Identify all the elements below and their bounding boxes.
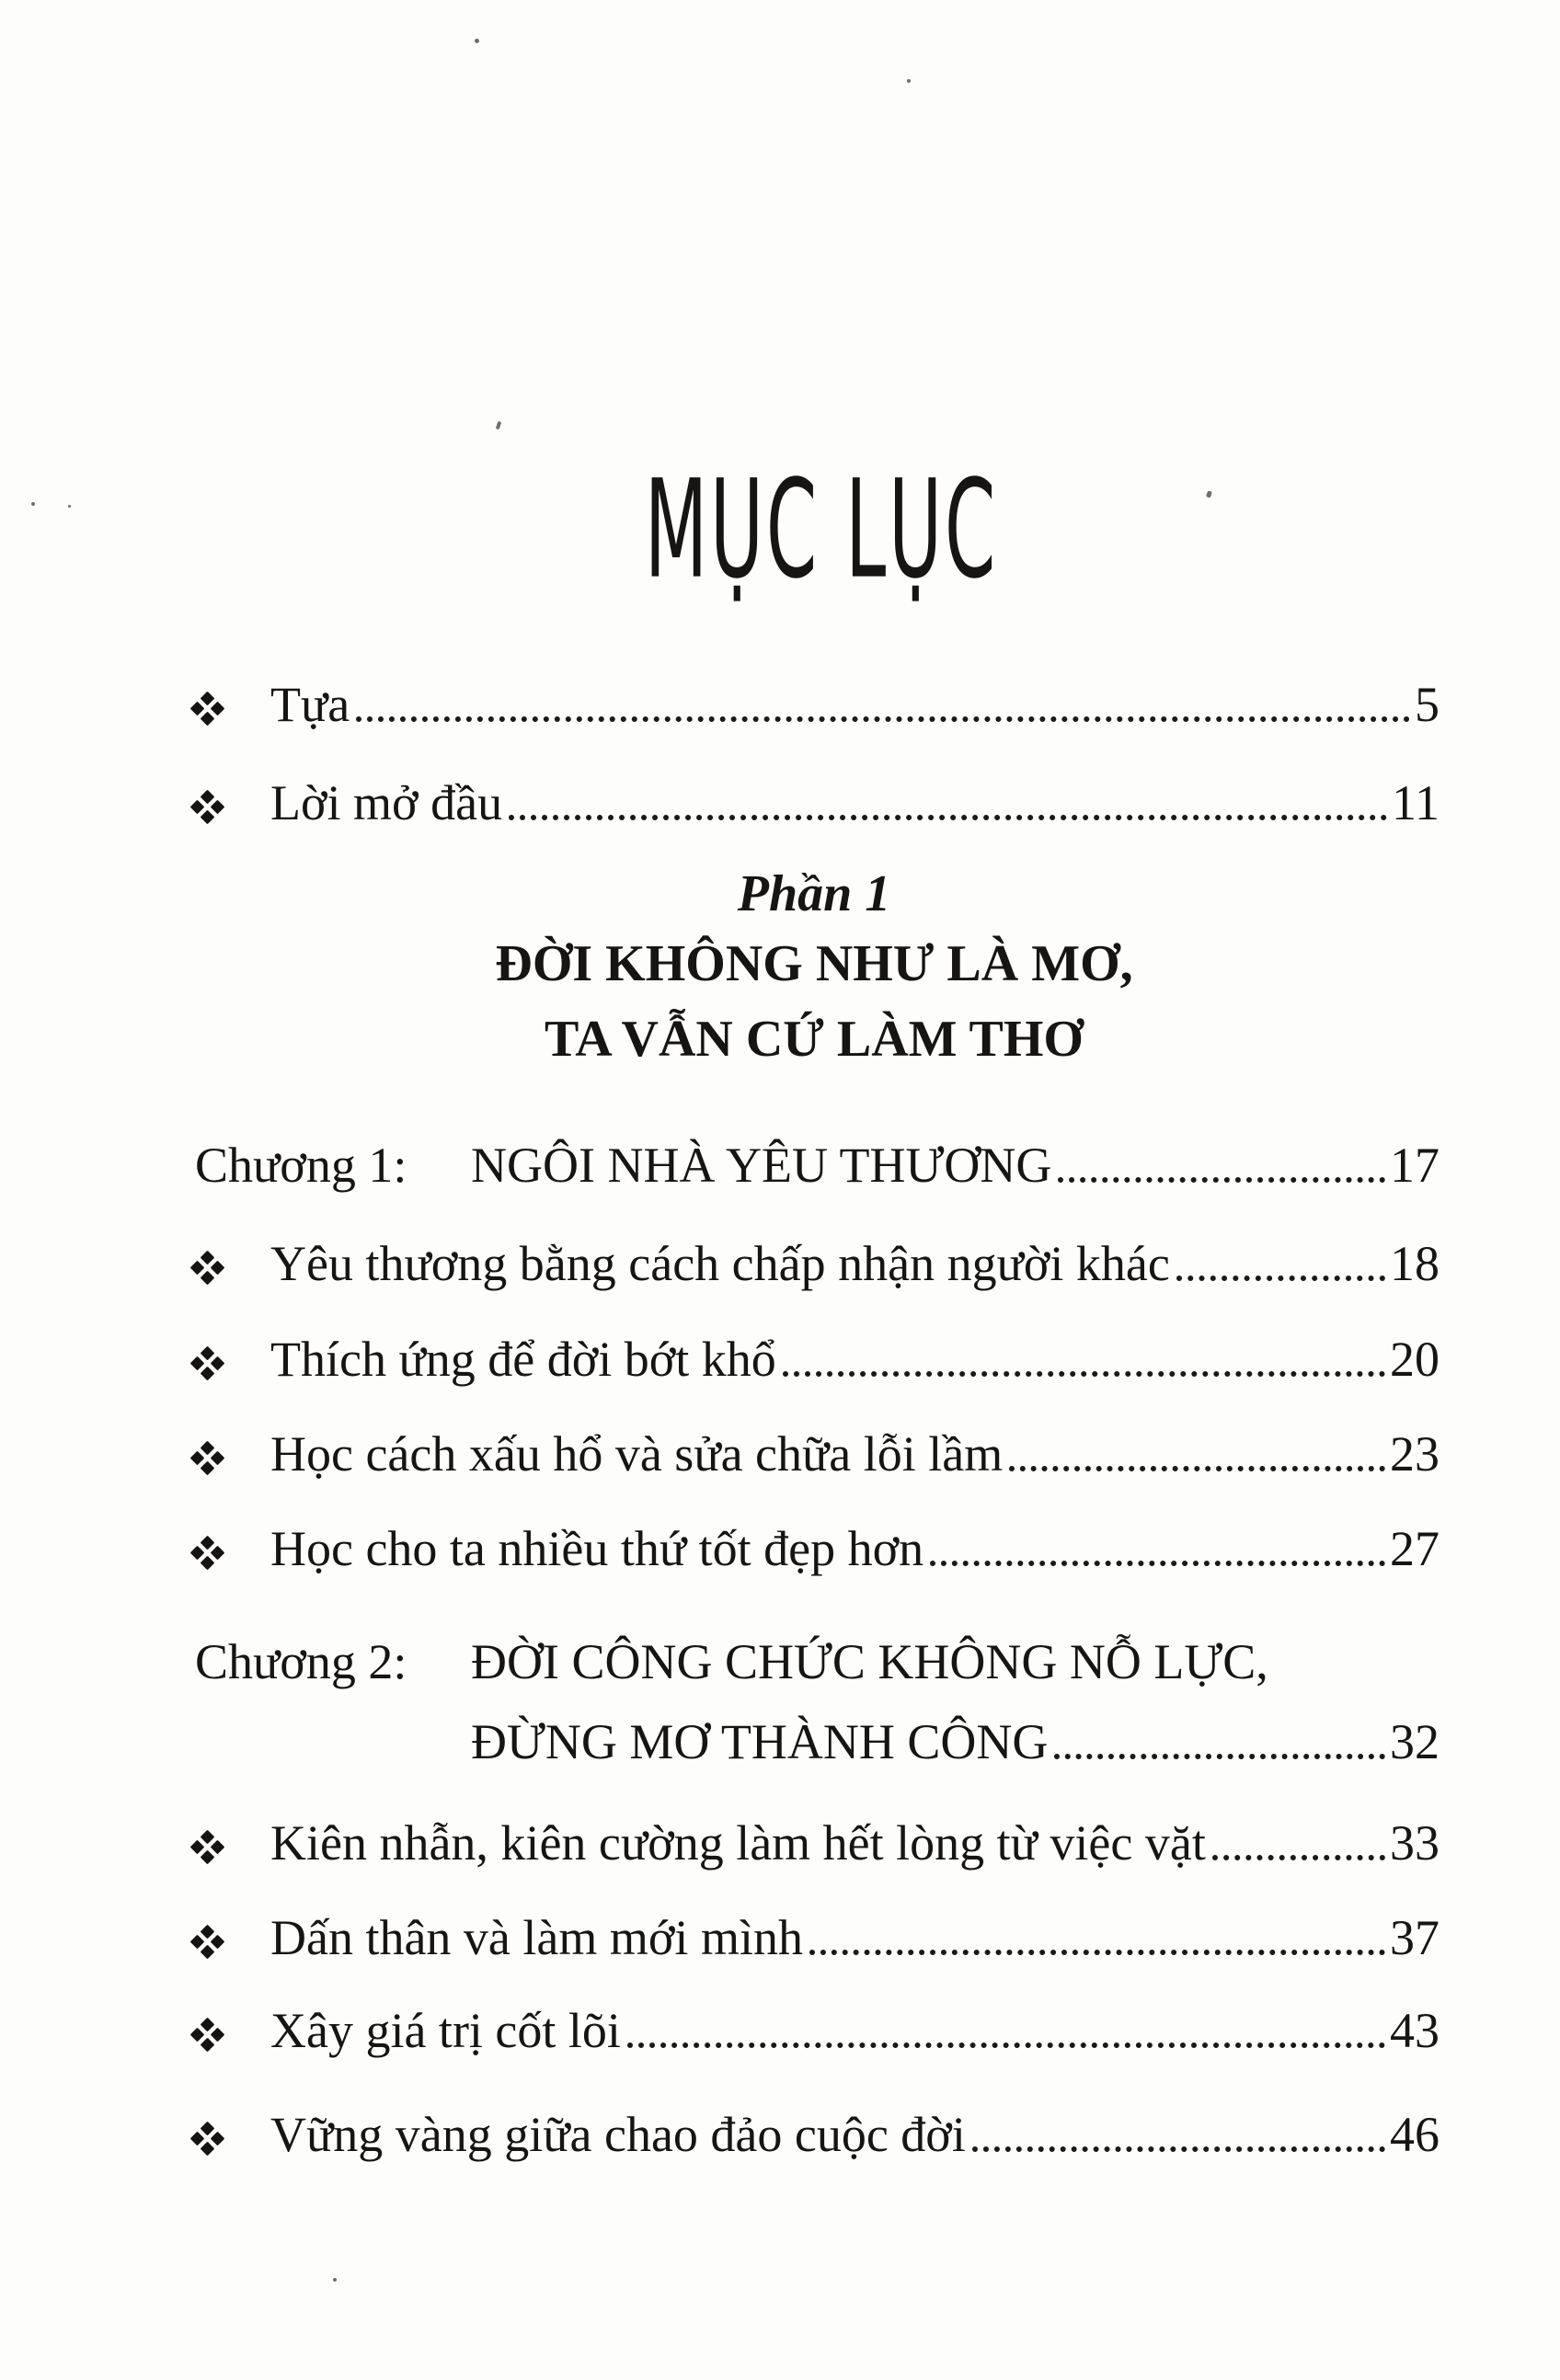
chapter-label: Chương 1: bbox=[195, 1138, 407, 1193]
chapter-row bbox=[189, 1710, 1440, 1770]
page-title: MỤC LỤC bbox=[644, 450, 999, 609]
dot-leader bbox=[356, 716, 1410, 722]
toc-entry-row bbox=[189, 1231, 1440, 1292]
entry-page-number: 46 bbox=[1390, 2107, 1440, 2162]
toc-entry-row bbox=[189, 1998, 1440, 2059]
four-diamond-bullet-icon bbox=[191, 1442, 223, 1473]
part-title-line: TA VẪN CỨ LÀM THƠ bbox=[545, 1011, 1084, 1068]
toc-entry-row bbox=[189, 1422, 1440, 1482]
entry-page-number: 20 bbox=[1390, 1332, 1440, 1387]
entry-label: Vững vàng giữa chao đảo cuộc đời bbox=[270, 2107, 966, 2162]
four-diamond-bullet-icon bbox=[191, 692, 223, 724]
entry-label: Lời mở đầu bbox=[270, 775, 503, 830]
entry-label: Thích ứng để đời bớt khổ bbox=[270, 1332, 776, 1387]
entry-page-number: 18 bbox=[1390, 1236, 1440, 1291]
entry-label: Tựa bbox=[270, 677, 350, 732]
entry-page-number: 33 bbox=[1390, 1815, 1440, 1871]
dot-leader bbox=[930, 1561, 1385, 1566]
chapter-title: NGÔI NHÀ YÊU THƯƠNG bbox=[471, 1138, 1052, 1193]
four-diamond-bullet-icon bbox=[191, 1537, 223, 1568]
four-diamond-bullet-icon bbox=[191, 1252, 223, 1283]
entry-label: Dấn thân và làm mới mình bbox=[270, 1910, 803, 1965]
entry-label: Kiên nhẫn, kiên cường làm hết lòng từ việc vặt bbox=[270, 1815, 1206, 1871]
dot-leader bbox=[1212, 1855, 1385, 1860]
four-diamond-bullet-icon bbox=[191, 1926, 223, 1957]
dot-leader bbox=[627, 2042, 1385, 2048]
chapter-title: ĐỪNG MƠ THÀNH CÔNG bbox=[471, 1714, 1049, 1769]
entry-label: Học cho ta nhiều thứ tốt đẹp hơn bbox=[270, 1521, 924, 1576]
entry-page-number: 5 bbox=[1415, 677, 1440, 732]
scan-speck bbox=[907, 79, 911, 83]
four-diamond-bullet-icon bbox=[191, 1831, 223, 1862]
dot-leader bbox=[809, 1950, 1385, 1955]
entry-page-number: 43 bbox=[1390, 2003, 1440, 2058]
chapter-page-number: 17 bbox=[1390, 1138, 1440, 1193]
toc-entry-row bbox=[189, 1516, 1440, 1577]
dot-leader bbox=[509, 815, 1387, 820]
entry-page-number: 11 bbox=[1392, 775, 1440, 830]
chapter-title: ĐỜI CÔNG CHỨC KHÔNG NỖ LỰC, bbox=[471, 1634, 1268, 1689]
dot-leader bbox=[1058, 1177, 1385, 1183]
toc-entry-row bbox=[189, 1905, 1440, 1966]
dot-leader bbox=[1176, 1276, 1385, 1281]
entry-page-number: 23 bbox=[1390, 1426, 1440, 1482]
entry-page-number: 37 bbox=[1390, 1910, 1440, 1965]
chapter-label: Chương 2: bbox=[195, 1634, 407, 1689]
scan-speck bbox=[68, 505, 71, 508]
four-diamond-bullet-icon bbox=[191, 2019, 223, 2050]
entry-label: Học cách xấu hổ và sửa chữa lỗi lầm bbox=[270, 1426, 1004, 1482]
chapter-row bbox=[189, 1630, 1440, 1690]
scan-speck bbox=[475, 39, 479, 43]
dot-leader bbox=[972, 2146, 1385, 2152]
four-diamond-bullet-icon bbox=[191, 2123, 223, 2154]
four-diamond-bullet-icon bbox=[191, 1347, 223, 1379]
part-title-line: ĐỜI KHÔNG NHƯ LÀ MƠ, bbox=[495, 935, 1133, 992]
scan-speck bbox=[496, 421, 502, 430]
chapter-row bbox=[189, 1133, 1440, 1194]
scan-speck bbox=[31, 502, 35, 506]
entry-label: Xây giá trị cốt lõi bbox=[270, 2003, 621, 2058]
dot-leader bbox=[783, 1371, 1385, 1377]
part-label: Phần 1 bbox=[737, 865, 891, 922]
toc-entry-row bbox=[189, 1327, 1440, 1388]
dot-leader bbox=[1009, 1466, 1385, 1471]
chapter-page-number: 32 bbox=[1390, 1714, 1440, 1769]
toc-entry-row bbox=[189, 2102, 1440, 2163]
entry-page-number: 27 bbox=[1390, 1521, 1440, 1576]
entry-label: Yêu thương bằng cách chấp nhận người khác bbox=[270, 1236, 1170, 1291]
toc-entry-row bbox=[189, 672, 1440, 733]
four-diamond-bullet-icon bbox=[191, 791, 223, 822]
toc-entry-row bbox=[189, 1811, 1440, 1871]
dot-leader bbox=[1054, 1754, 1385, 1759]
scan-speck bbox=[333, 2278, 337, 2282]
toc-entry-row bbox=[189, 771, 1440, 831]
